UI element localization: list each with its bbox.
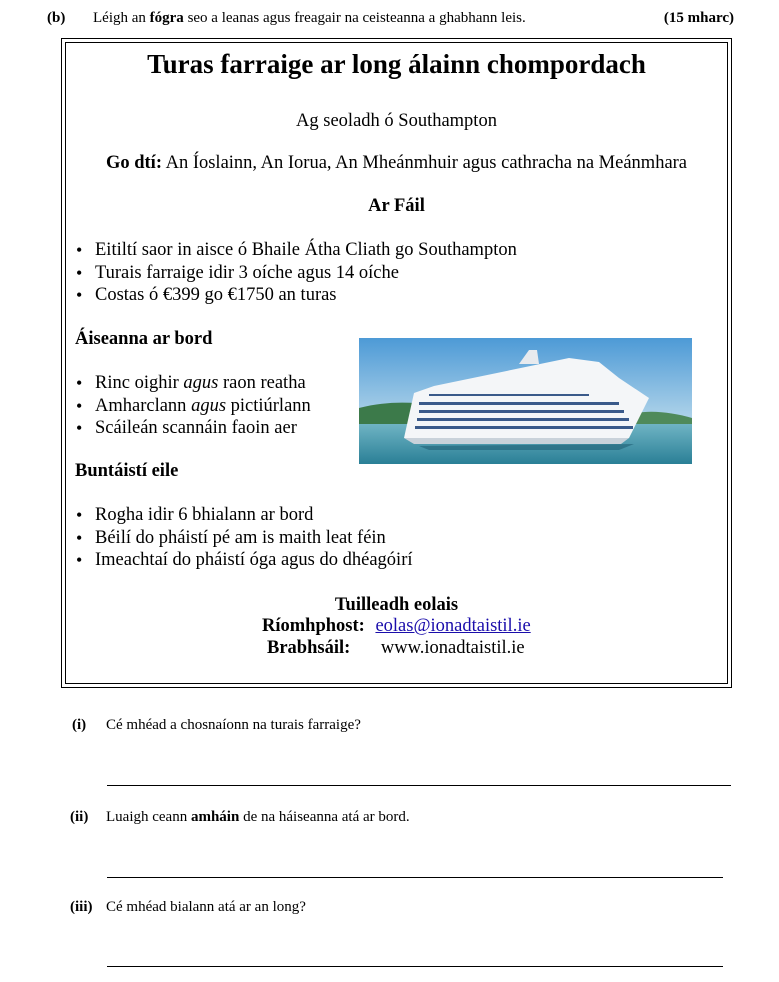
question-number: (i) <box>72 717 87 733</box>
facilities-heading: Áiseanna ar bord <box>75 329 213 349</box>
question-text: Cé mhéad bialann atá ar an long? <box>106 899 306 915</box>
answer-line-1[interactable] <box>107 785 731 786</box>
list-item <box>75 395 311 418</box>
question-text <box>106 808 410 826</box>
question-text-post: de na háiseanna atá ar bord. <box>239 809 410 825</box>
email-label: Ríomhphost: <box>262 616 365 636</box>
facility-text: raon reatha <box>218 373 306 393</box>
question-3 <box>70 898 306 916</box>
web-row <box>267 637 525 659</box>
instruction-post: seo a leanas agus freagair na ceisteanna a ghabhann leis. <box>183 10 526 26</box>
email-link[interactable]: eolas@ionadtaistil.ie <box>375 616 531 636</box>
instruction-pre: Léigh an <box>93 10 150 26</box>
answer-line-3[interactable] <box>107 966 723 967</box>
list-item: • Eitiltí saor in aisce ó Bhaile Átha Cliath go Southampton <box>75 239 517 262</box>
sailing-from: Ag seoladh ó Southampton <box>296 111 497 131</box>
question-text: Cé mhéad a chosnaíonn na turais farraige? <box>106 717 361 733</box>
answer-line-2[interactable] <box>107 877 723 878</box>
available-list <box>75 239 517 307</box>
marks-label: (15 mharc) <box>663 10 734 26</box>
question-1 <box>72 716 361 734</box>
destinations-text: An Íoslainn, An Iorua, An Mheánmhuir agus cathracha na Meánmhara <box>161 153 688 173</box>
facility-text: Amharclann <box>95 395 192 416</box>
other-list <box>75 504 413 572</box>
email-row <box>262 615 531 637</box>
destinations-label: Go dtí: <box>105 153 162 173</box>
facility-em: agus <box>191 395 227 416</box>
destinations <box>65 152 728 174</box>
web-address: www.ionadtaistil.ie <box>380 638 525 658</box>
list-item: • Rogha idir 6 bhialann ar bord <box>75 504 413 527</box>
instruction-bold: fógra <box>149 10 184 26</box>
list-item <box>75 372 311 395</box>
available-heading: Ar Fáil <box>368 196 425 216</box>
facility-text: pictiúrlann <box>226 395 311 416</box>
facility-text: Rinc oighir <box>95 373 184 393</box>
list-item: • Turais farraige idir 3 oíche agus 14 oíche <box>75 262 517 285</box>
cruise-ship-image <box>359 338 692 464</box>
advert-title: Turas farraige ar long álainn chompordach <box>147 49 646 79</box>
info-heading: Tuilleadh eolais <box>334 595 459 615</box>
question-number: (iii) <box>70 899 93 915</box>
list-item: • Scáileán scannáin faoin aer <box>75 417 311 440</box>
question-text-bold: amháin <box>190 809 240 825</box>
question-2 <box>70 808 410 826</box>
part-label: (b) <box>47 10 66 26</box>
question-text-pre: Luaigh ceann <box>106 809 191 825</box>
instruction <box>93 9 526 27</box>
facilities-list <box>75 372 311 440</box>
other-heading: Buntáistí eile <box>75 461 179 481</box>
question-number: (ii) <box>70 809 89 825</box>
list-item: • Costas ó €399 go €1750 an turas <box>75 284 517 307</box>
list-item: • Béilí do pháistí pé am is maith leat féin <box>75 527 413 550</box>
facility-em: agus <box>183 373 219 393</box>
web-label: Brabhsáil: <box>267 638 351 658</box>
list-item: • Imeachtaí do pháistí óga agus do dhéagóirí <box>75 549 413 572</box>
